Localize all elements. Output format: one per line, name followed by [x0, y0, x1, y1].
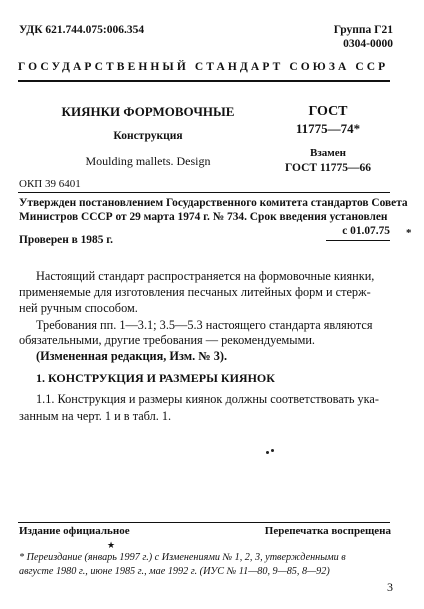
- speck-mark: [271, 449, 274, 452]
- replaces-label: Взамен: [310, 147, 346, 159]
- gost-number: 11775—74*: [295, 121, 361, 136]
- official-edition: Издание официальное: [19, 525, 130, 537]
- effective-date: с 01.07.75: [342, 225, 390, 237]
- star-icon: ★: [107, 540, 116, 550]
- gost-label: ГОСТ: [308, 104, 348, 119]
- approval-line-2: Министров СССР от 29 марта 1974 г. № 734. Срок введения установлен: [19, 211, 388, 223]
- approval-line-1: Утвержден постановлением Государственного комитета стандартов Совета: [19, 197, 408, 209]
- paragraph-3-line-2: занным на черт. 1 и в табл. 1.: [19, 409, 172, 423]
- date-rule: [326, 240, 390, 241]
- okp-code: ОКП 39 6401: [19, 178, 81, 190]
- paragraph-2-line-1: Требования пп. 1—3.1; 3.5—5.3 настоящего стандарта являются: [36, 318, 373, 332]
- group-number: 0304-0000: [343, 38, 393, 50]
- reissue-note-line-2: августе 1980 г., июне 1985 г., мае 1992 г. (ИУС № 11—80, 9—85, 8—92): [19, 566, 330, 577]
- banner-rule: [18, 80, 390, 82]
- document-title: КИЯНКИ ФОРМОВОЧНЫЕ: [61, 104, 235, 119]
- paragraph-3-line-1: 1.1. Конструкция и размеры киянок должны соответствовать ука-: [36, 392, 379, 406]
- margin-star: *: [406, 227, 412, 239]
- document-subtitle: Конструкция: [113, 130, 183, 142]
- group-code: Группа Г21: [333, 24, 393, 36]
- reprint-prohibited: Перепечатка воспрещена: [264, 525, 391, 537]
- document-title-english: Moulding mallets. Design: [85, 154, 211, 168]
- section-heading: 1. КОНСТРУКЦИЯ И РАЗМЕРЫ КИЯНОК: [36, 371, 275, 385]
- replaces-value: ГОСТ 11775—66: [284, 162, 372, 174]
- amendment-note: (Измененная редакция, Изм. № 3).: [36, 349, 228, 363]
- standard-banner: ГОСУДАРСТВЕННЫЙ СТАНДАРТ СОЮЗА ССР: [18, 61, 389, 73]
- paragraph-1-line-1: Настоящий стандарт распространяется на формовочные киянки,: [36, 269, 375, 283]
- paragraph-1-line-3: ней ручным способом.: [19, 301, 138, 315]
- page-number: 3: [387, 580, 393, 594]
- checked-year: Проверен в 1985 г.: [19, 234, 113, 246]
- footer-rule: [18, 522, 390, 523]
- reissue-note-line-1: * Переиздание (январь 1997 г.) с Изменениями № 1, 2, 3, утвержденными в: [19, 552, 346, 563]
- okp-rule: [18, 192, 390, 193]
- udk-code: УДК 621.744.075:006.354: [19, 24, 145, 36]
- paragraph-2-line-2: обязательными, другие требования — рекомендуемыми.: [19, 333, 316, 347]
- speck-mark: [266, 451, 269, 454]
- paragraph-1-line-2: применяемые для изготовления песчаных литейных форм и стерж-: [19, 285, 371, 299]
